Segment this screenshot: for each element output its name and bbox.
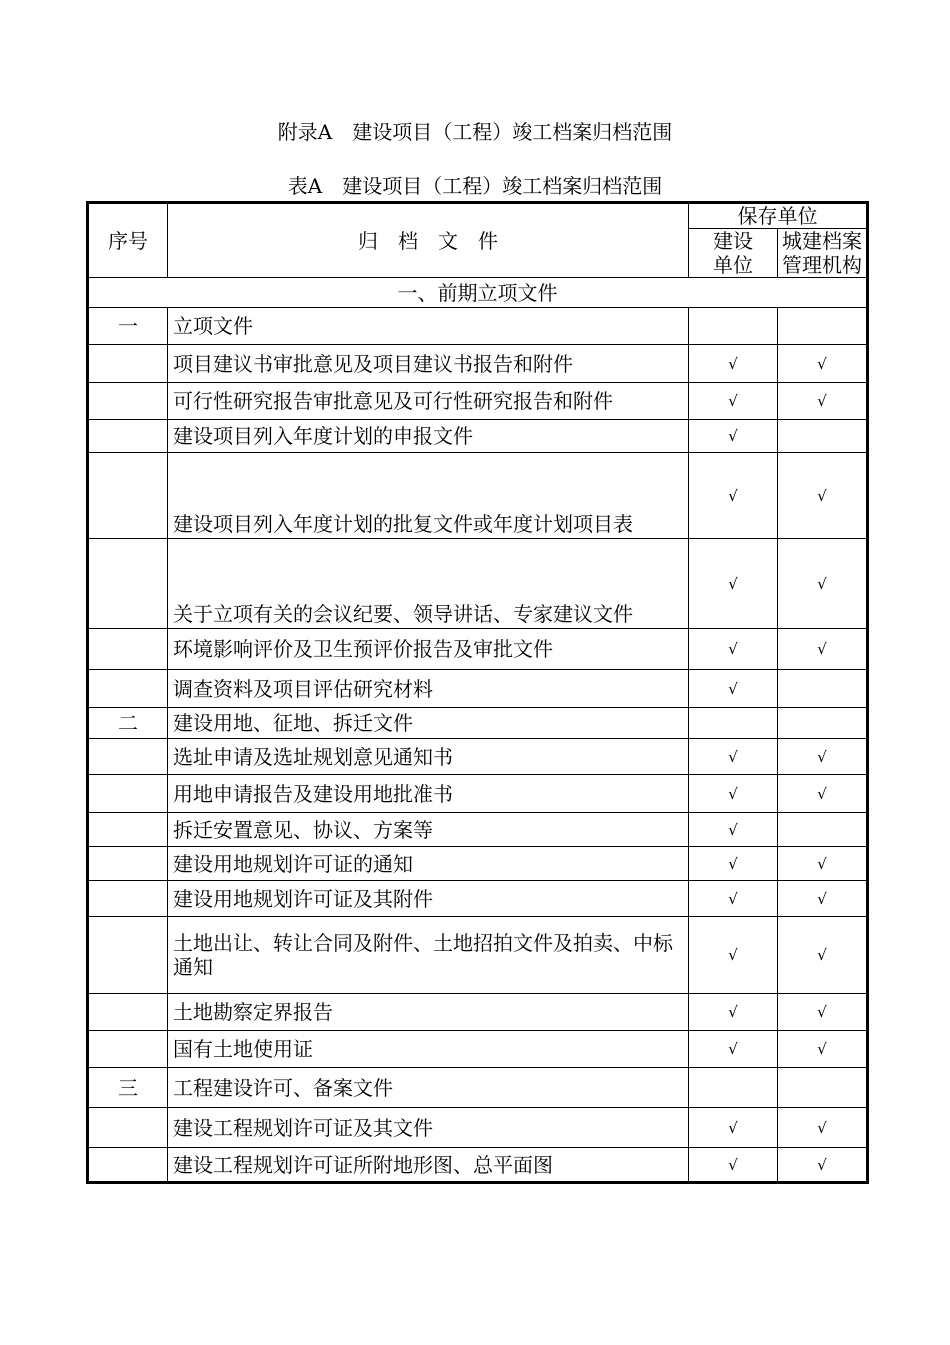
row-seq <box>88 453 168 539</box>
table-row <box>88 629 868 670</box>
row-builder-mark <box>689 708 778 739</box>
section-title: 一、前期立项文件 <box>88 278 868 308</box>
row-seq <box>88 1108 168 1148</box>
row-seq <box>88 345 168 383</box>
header-seq: 序号 <box>88 203 168 278</box>
table-row <box>88 847 868 881</box>
row-doc: 土地出让、转让合同及附件、土地招拍文件及拍卖、中标通知 <box>168 917 689 994</box>
table-row <box>88 1031 868 1068</box>
header-doc: 归 档 文 件 <box>168 203 689 278</box>
table-row <box>88 739 868 775</box>
row-archive-mark: √ <box>778 383 868 420</box>
row-doc: 国有土地使用证 <box>168 1031 689 1068</box>
archive-scope-table <box>86 201 869 1184</box>
header-archive-line1: 城建档案 <box>782 229 862 253</box>
row-archive-mark: √ <box>778 775 868 813</box>
row-seq <box>88 847 168 881</box>
row-seq <box>88 813 168 847</box>
row-archive-mark <box>778 670 868 708</box>
row-seq <box>88 881 168 917</box>
row-doc: 建设项目列入年度计划的批复文件或年度计划项目表 <box>168 453 689 539</box>
row-builder-mark: √ <box>689 539 778 629</box>
table-row <box>88 539 868 629</box>
row-builder-mark: √ <box>689 1148 778 1183</box>
row-doc: 土地勘察定界报告 <box>168 994 689 1031</box>
row-doc: 建设工程规划许可证及其文件 <box>168 1108 689 1148</box>
row-doc: 环境影响评价及卫生预评价报告及审批文件 <box>168 629 689 670</box>
row-doc: 立项文件 <box>168 308 689 345</box>
table-row <box>88 813 868 847</box>
row-archive-mark: √ <box>778 539 868 629</box>
row-seq <box>88 917 168 994</box>
table-row <box>88 670 868 708</box>
row-archive-mark <box>778 813 868 847</box>
header-builder-line1: 建设 <box>713 229 753 253</box>
row-archive-mark: √ <box>778 629 868 670</box>
row-archive-mark: √ <box>778 1148 868 1183</box>
table-row <box>88 453 868 539</box>
row-builder-mark: √ <box>689 847 778 881</box>
row-archive-mark: √ <box>778 1031 868 1068</box>
row-archive-mark: √ <box>778 453 868 539</box>
row-doc: 拆迁安置意见、协议、方案等 <box>168 813 689 847</box>
row-builder-mark: √ <box>689 629 778 670</box>
table-row <box>88 383 868 420</box>
row-builder-mark: √ <box>689 775 778 813</box>
row-seq: 二 <box>88 708 168 739</box>
row-doc: 工程建设许可、备案文件 <box>168 1068 689 1108</box>
row-doc: 项目建议书审批意见及项目建议书报告和附件 <box>168 345 689 383</box>
row-seq <box>88 383 168 420</box>
row-seq: 三 <box>88 1068 168 1108</box>
row-archive-mark: √ <box>778 881 868 917</box>
row-archive-mark: √ <box>778 994 868 1031</box>
row-archive-mark <box>778 708 868 739</box>
table-row <box>88 994 868 1031</box>
table-row <box>88 308 868 345</box>
row-seq <box>88 1031 168 1068</box>
table-row <box>88 881 868 917</box>
row-builder-mark <box>689 308 778 345</box>
row-builder-mark: √ <box>689 739 778 775</box>
row-builder-mark: √ <box>689 420 778 453</box>
appendix-title: 附录A 建设项目（工程）竣工档案归档范围 <box>277 120 673 144</box>
table-row <box>88 708 868 739</box>
row-archive-mark: √ <box>778 847 868 881</box>
row-builder-mark: √ <box>689 994 778 1031</box>
header-keep-unit: 保存单位 <box>689 203 868 229</box>
row-doc: 选址申请及选址规划意见通知书 <box>168 739 689 775</box>
row-builder-mark: √ <box>689 881 778 917</box>
table-row <box>88 345 868 383</box>
row-seq <box>88 775 168 813</box>
row-seq <box>88 739 168 775</box>
row-archive-mark <box>778 1068 868 1108</box>
row-doc: 建设用地规划许可证及其附件 <box>168 881 689 917</box>
row-archive-mark: √ <box>778 1108 868 1148</box>
row-archive-mark: √ <box>778 917 868 994</box>
row-seq <box>88 539 168 629</box>
row-doc: 关于立项有关的会议纪要、领导讲话、专家建议文件 <box>168 539 689 629</box>
row-seq <box>88 420 168 453</box>
row-archive-mark: √ <box>778 739 868 775</box>
row-seq <box>88 1148 168 1183</box>
row-builder-mark: √ <box>689 383 778 420</box>
row-archive-mark <box>778 420 868 453</box>
row-doc: 用地申请报告及建设用地批准书 <box>168 775 689 813</box>
row-doc: 建设用地、征地、拆迁文件 <box>168 708 689 739</box>
row-builder-mark: √ <box>689 453 778 539</box>
row-doc: 调查资料及项目评估研究材料 <box>168 670 689 708</box>
table-title: 表A 建设项目（工程）竣工档案归档范围 <box>287 174 663 198</box>
table-row <box>88 1068 868 1108</box>
table-row <box>88 1148 868 1183</box>
row-doc: 建设用地规划许可证的通知 <box>168 847 689 881</box>
table-row <box>88 775 868 813</box>
row-seq <box>88 629 168 670</box>
header-archive-line2: 管理机构 <box>782 253 862 277</box>
row-builder-mark: √ <box>689 670 778 708</box>
table-row <box>88 917 868 994</box>
row-doc: 可行性研究报告审批意见及可行性研究报告和附件 <box>168 383 689 420</box>
row-builder-mark: √ <box>689 813 778 847</box>
row-archive-mark: √ <box>778 345 868 383</box>
header-archive <box>778 229 868 278</box>
row-seq: 一 <box>88 308 168 345</box>
row-doc: 建设项目列入年度计划的申报文件 <box>168 420 689 453</box>
row-seq <box>88 670 168 708</box>
row-builder-mark: √ <box>689 1108 778 1148</box>
header-builder <box>689 229 778 278</box>
row-builder-mark: √ <box>689 917 778 994</box>
row-doc: 建设工程规划许可证所附地形图、总平面图 <box>168 1148 689 1183</box>
header-builder-line2: 单位 <box>713 253 753 277</box>
row-builder-mark: √ <box>689 1031 778 1068</box>
row-archive-mark <box>778 308 868 345</box>
table-row <box>88 1108 868 1148</box>
row-seq <box>88 994 168 1031</box>
row-builder-mark <box>689 1068 778 1108</box>
table-row <box>88 420 868 453</box>
row-builder-mark: √ <box>689 345 778 383</box>
